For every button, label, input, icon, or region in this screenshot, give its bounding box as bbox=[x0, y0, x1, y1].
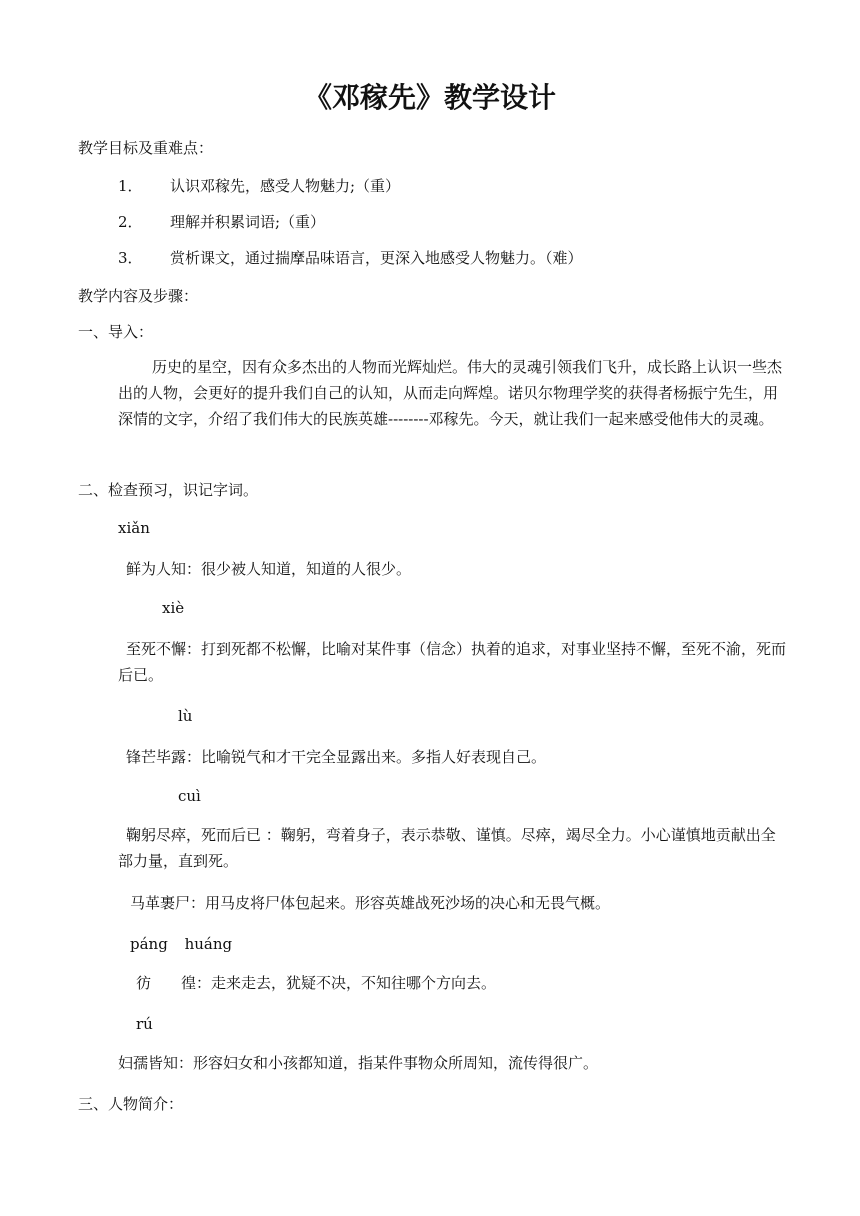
section-heading-intro: 一、导入： bbox=[78, 323, 154, 341]
objective-number: 2． bbox=[118, 213, 143, 231]
objective-text: 赏析课文，通过揣摩品味语言，更深入地感受人物魅力。（难） bbox=[170, 249, 583, 267]
pinyin-annotation: xiǎn bbox=[118, 519, 150, 537]
vocab-entry: 彷 徨：走来走去，犹疑不决，不知往哪个方向去。 bbox=[136, 974, 497, 992]
vocab-entry: 至死不懈：打到死都不松懈，比喻对某件事（信念）执着的追求，对事业坚持不懈，至死不渝，死而后已。 bbox=[118, 640, 787, 684]
vocab-entry: 鞠躬尽瘁，死而后已 ：鞠躬，弯着身子，表示恭敬、谨慎。尽瘁，竭尽全力。小心谨慎地贡献出全部力量，直到死。 bbox=[118, 826, 776, 870]
vocab-entry: 妇孺皆知：形容妇女和小孩都知道，指某件事物众所周知，流传得很广。 bbox=[118, 1054, 599, 1072]
objective-text: 理解并积累词语;（重） bbox=[170, 213, 326, 231]
section-heading-bio: 三、人物简介： bbox=[78, 1095, 184, 1113]
page-title: 《邓稼先》教学设计 bbox=[303, 81, 556, 114]
pinyin-annotation: páng huáng bbox=[130, 935, 233, 953]
vocab-entry: 鲜为人知：很少被人知道，知道的人很少。 bbox=[126, 560, 412, 578]
objective-number: 3． bbox=[118, 249, 143, 267]
objective-text: 认识邓稼先，感受人物魅力;（重） bbox=[170, 177, 401, 195]
objective-number: 1． bbox=[118, 177, 143, 195]
pinyin-annotation: cuì bbox=[178, 787, 201, 805]
pinyin-annotation: rú bbox=[136, 1015, 153, 1033]
objectives-heading: 教学目标及重难点： bbox=[78, 139, 214, 157]
content-heading: 教学内容及步骤： bbox=[78, 287, 199, 305]
intro-paragraph: 历史的星空，因有众多杰出的人物而光辉灿烂。伟大的灵魂引领我们飞升，成长路上认识一些杰出的人物，会更好的提升我们自己的认知，从而走向辉煌。诺贝尔物理学奖的获得者杨振宁先生，用深情的文字，介绍了我们伟大的民族英雄--------邓稼先。今天，就让我们一起来感受他伟大的灵魂。 bbox=[118, 358, 783, 428]
section-heading-preview: 二、检查预习，识记字词。 bbox=[78, 481, 259, 499]
vocab-entry: 马革裹尸：用马皮将尸体包起来。形容英雄战死沙场的决心和无畏气概。 bbox=[130, 894, 611, 912]
pinyin-annotation: lù bbox=[178, 707, 193, 725]
vocab-entry: 锋芒毕露：比喻锐气和才干完全显露出来。多指人好表现自己。 bbox=[126, 748, 547, 766]
pinyin-annotation: xiè bbox=[162, 599, 185, 617]
